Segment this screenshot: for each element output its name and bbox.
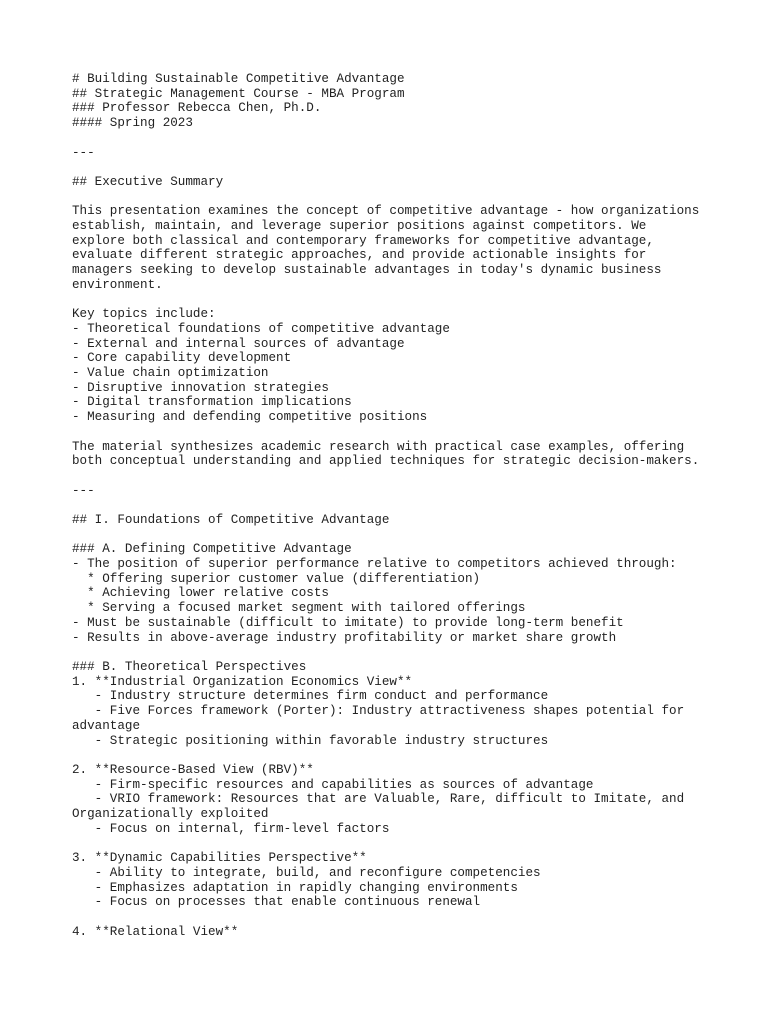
perspective-item-line: - Focus on internal, firm-level factors xyxy=(72,821,390,836)
professor-name: ### Professor Rebecca Chen, Ph.D. xyxy=(72,101,322,116)
perspective-item-line: 2. **Resource-Based View (RBV)** xyxy=(72,762,314,777)
divider: --- xyxy=(72,145,95,160)
spacer xyxy=(72,498,712,513)
section-a-line: * Achieving lower relative costs xyxy=(72,586,329,601)
perspective-item-line: - VRIO framework: Resources that are Valuable, Rare, difficult to Imitate, and xyxy=(72,792,685,807)
topic-list-item: - Digital transformation implications xyxy=(72,395,352,410)
perspective-item-line: - Ability to integrate, build, and reconfigure competencies xyxy=(72,865,541,880)
divider: --- xyxy=(72,483,95,498)
perspective-item-line: 1. **Industrial Organization Economics View** xyxy=(72,674,413,689)
summary-paragraph-line: evaluate different strategic approaches, and provide actionable insights for xyxy=(72,248,647,263)
topics-intro: Key topics include: xyxy=(72,307,216,322)
perspective-item-line: - Emphasizes adaptation in rapidly changing environments xyxy=(72,880,518,895)
document-page xyxy=(72,72,712,939)
topic-list-item: - Value chain optimization xyxy=(72,366,269,380)
closing-paragraph-line: The material synthesizes academic research with practical case examples, offering xyxy=(72,439,685,454)
section-a-line: - The position of superior performance relative to competitors achieved through: xyxy=(72,557,677,572)
section-a-line: - Results in above-average industry profitability or market share growth xyxy=(72,630,617,645)
perspective-item-line: 4. **Relational View** xyxy=(72,924,239,939)
perspective-item-line: - Firm-specific resources and capabilities as sources of advantage xyxy=(72,777,594,792)
perspective-item-line: advantage xyxy=(72,718,141,733)
spacer xyxy=(72,469,712,484)
spacer xyxy=(72,160,712,175)
section-b-heading: ### B. Theoretical Perspectives xyxy=(72,659,307,674)
term-label: #### Spring 2023 xyxy=(72,116,193,131)
perspective-item-line: Organizationally exploited xyxy=(72,807,269,821)
summary-paragraph-line: managers seeking to develop sustainable advantages in today's dynamic business xyxy=(72,263,662,278)
section-a-heading: ### A. Defining Competitive Advantage xyxy=(72,542,352,557)
topic-list-item: - External and internal sources of advantage xyxy=(72,336,405,351)
section-a-line: * Offering superior customer value (differentiation) xyxy=(72,571,481,586)
executive-summary-heading: ## Executive Summary xyxy=(72,174,224,189)
summary-paragraph-line: This presentation examines the concept of competitive advantage - how organizations xyxy=(72,204,700,219)
course-subtitle: ## Strategic Management Course - MBA Program xyxy=(72,86,405,101)
foundations-heading: ## I. Foundations of Competitive Advantage xyxy=(72,512,390,527)
closing-paragraph-line: both conceptual understanding and applied techniques for strategic decision-makers. xyxy=(72,454,700,469)
topic-list-item: - Disruptive innovation strategies xyxy=(72,380,329,395)
spacer xyxy=(72,528,712,543)
perspective-item-line: - Focus on processes that enable continuous renewal xyxy=(72,895,481,910)
spacer xyxy=(72,293,712,308)
section-a-line: * Serving a focused market segment with tailored offerings xyxy=(72,601,526,616)
perspective-item-line: - Industry structure determines firm conduct and performance xyxy=(72,689,549,704)
spacer xyxy=(72,425,712,440)
summary-paragraph-line: establish, maintain, and leverage superior positions against competitors. We xyxy=(72,218,647,233)
summary-paragraph-line: explore both classical and contemporary frameworks for competitive advantage, xyxy=(72,233,654,248)
spacer xyxy=(72,748,712,763)
topic-list-item: - Theoretical foundations of competitive advantage xyxy=(72,321,450,336)
perspective-item-line: - Strategic positioning within favorable industry structures xyxy=(72,733,549,748)
section-a-line: - Must be sustainable (difficult to imitate) to provide long-term benefit xyxy=(72,615,624,630)
spacer xyxy=(72,645,712,660)
spacer xyxy=(72,836,712,851)
document-title: # Building Sustainable Competitive Advantage xyxy=(72,72,405,86)
spacer xyxy=(72,131,712,146)
spacer xyxy=(72,190,712,205)
spacer xyxy=(72,910,712,925)
topic-list-item: - Core capability development xyxy=(72,351,292,366)
perspective-item-line: 3. **Dynamic Capabilities Perspective** xyxy=(72,851,367,866)
summary-paragraph-line: environment. xyxy=(72,277,163,292)
topic-list-item: - Measuring and defending competitive positions xyxy=(72,410,428,425)
perspective-item-line: - Five Forces framework (Porter): Industry attractiveness shapes potential for xyxy=(72,704,685,719)
